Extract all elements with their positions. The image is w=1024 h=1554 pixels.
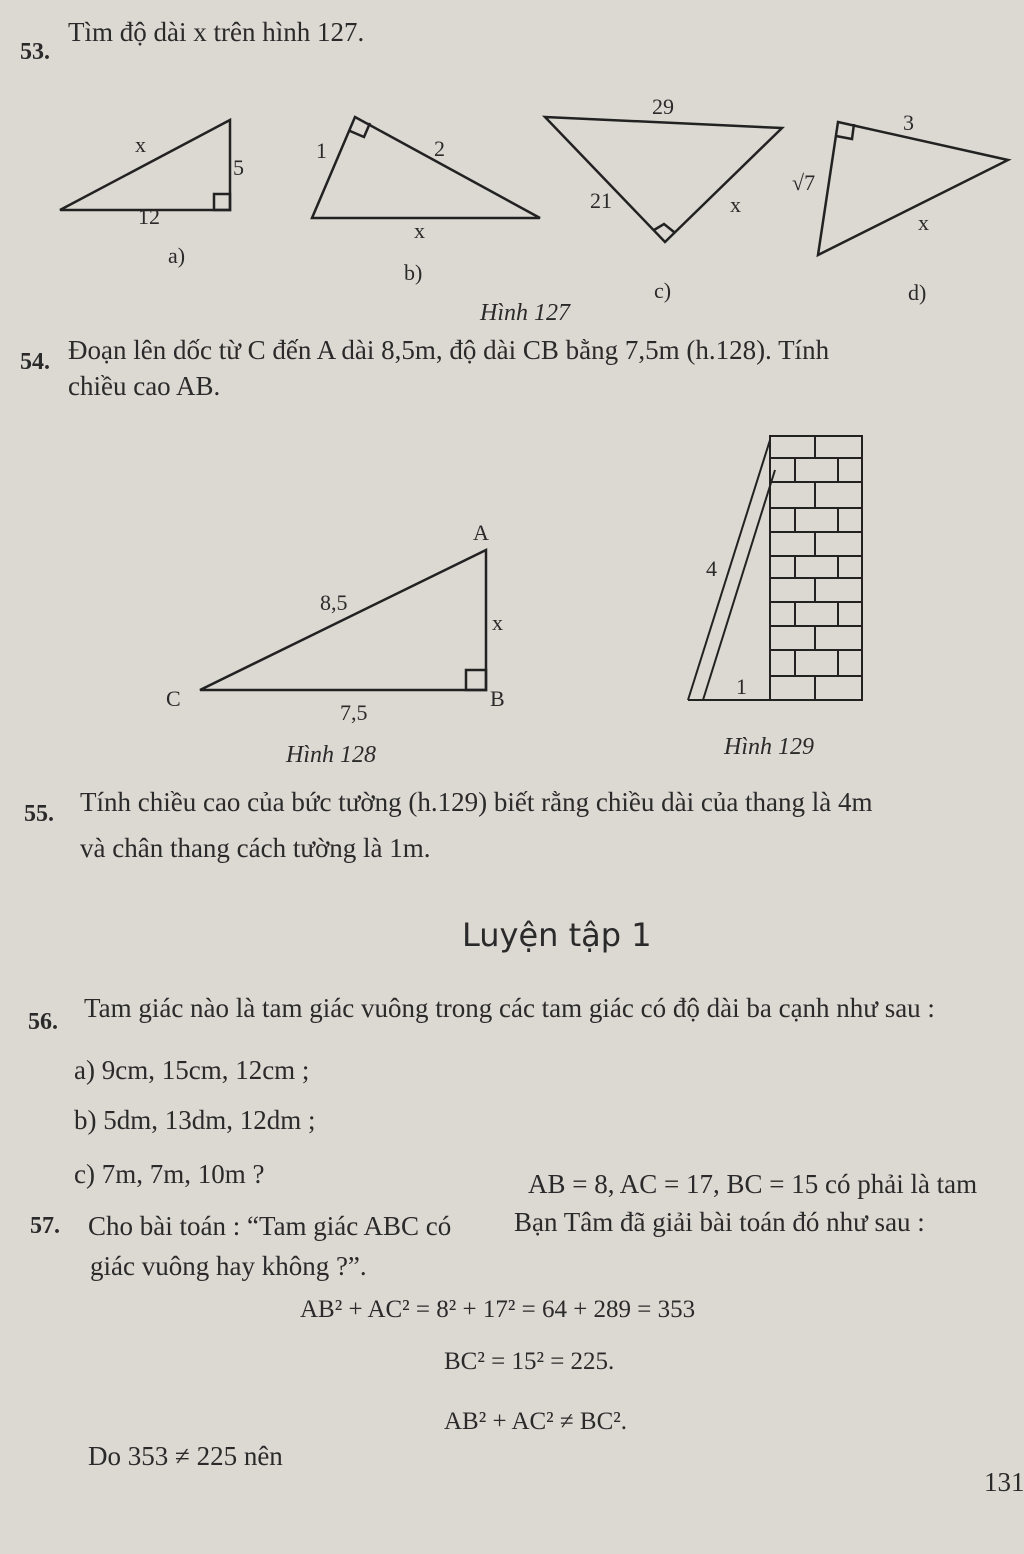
fig127a-hyp-label: x: [135, 132, 146, 157]
fig127a-sub-label: a): [168, 243, 186, 268]
figure-127d-triangle: [818, 122, 1008, 255]
fig127a-leg2-label: 12: [138, 204, 160, 229]
problem-56-option-c: c) 7m, 7m, 10m ?: [74, 1159, 265, 1189]
figure-129-caption: Hình 129: [724, 734, 814, 760]
problem-57-line1: Cho bài toán : “Tam giác ABC có: [88, 1211, 452, 1241]
problem-56-text: Tam giác nào là tam giác vuông trong các tam giác có độ dài ba cạnh như sau :: [84, 993, 935, 1023]
fig128-vertex-b: B: [490, 686, 505, 711]
fig127a-leg1-label: 5: [233, 155, 244, 180]
fig127c-right-label: x: [730, 192, 741, 217]
problem-54-line2: chiều cao AB.: [68, 371, 221, 401]
problem-57-line2: giác vuông hay không ?”.: [90, 1251, 367, 1281]
fig127d-hyp-label: x: [918, 210, 929, 235]
problem-54-line1: Đoạn lên dốc từ C đến A dài 8,5m, độ dài CB bằng 7,5m (h.128). Tính: [68, 335, 830, 365]
fig127c-sub-label: c): [654, 278, 672, 303]
section-title: Luyện tập 1: [462, 916, 652, 954]
fig127d-left-label: √7: [792, 170, 816, 195]
problem-53-number: 53.: [20, 39, 50, 65]
conclusion-text: Do 353 ≠ 225 nên: [88, 1441, 283, 1471]
fig128-vertex-a: A: [473, 520, 489, 545]
fig129-base-label: 1: [736, 674, 747, 699]
problem-55-line2: và chân thang cách tường là 1m.: [80, 833, 431, 863]
fig127c-top-label: 29: [652, 94, 674, 119]
equation-1: AB² + AC² = 8² + 17² = 64 + 289 = 353: [300, 1296, 696, 1323]
problem-55-line1: Tính chiều cao của bức tường (h.129) biết rằng chiều dài của thang là 4m: [80, 787, 873, 817]
figure-129-ladder: [688, 440, 775, 700]
fig127b-hyp-label: x: [414, 218, 425, 243]
fig127c-left-label: 21: [590, 188, 612, 213]
figure-128-caption: Hình 128: [286, 742, 376, 768]
fig128-ab-label: x: [492, 610, 503, 635]
fig127b-leg2-label: 2: [434, 136, 445, 161]
equation-3: AB² + AC² ≠ BC².: [444, 1408, 627, 1435]
equation-2: BC² = 15² = 225.: [444, 1348, 615, 1375]
problem-57-line1b: Bạn Tâm đã giải bài toán đó như sau :: [514, 1207, 925, 1237]
figure-129-wall: [770, 436, 862, 700]
fig127b-sub-label: b): [404, 260, 423, 285]
fig127b-leg1-label: 1: [316, 138, 327, 163]
fig128-vertex-c: C: [166, 686, 181, 711]
figure-128-triangle: [200, 550, 486, 690]
fig127d-top-label: 3: [903, 110, 914, 135]
fig127d-sub-label: d): [908, 280, 927, 305]
problem-57-line0: AB = 8, AC = 17, BC = 15 có phải là tam: [528, 1169, 978, 1199]
page-number: 131: [984, 1467, 1024, 1497]
problem-54-number: 54.: [20, 349, 50, 375]
problem-56-option-a: a) 9cm, 15cm, 12cm ;: [74, 1055, 310, 1085]
problem-55-number: 55.: [24, 801, 54, 827]
fig128-ca-label: 8,5: [320, 590, 348, 615]
problem-56-number: 56.: [28, 1009, 58, 1035]
figure-127-caption: Hình 127: [480, 300, 570, 326]
fig129-ladder-label: 4: [706, 556, 717, 581]
figure-127b-triangle: [312, 117, 540, 218]
problem-57-number: 57.: [30, 1213, 60, 1239]
problem-53-text: Tìm độ dài x trên hình 127.: [68, 17, 365, 47]
problem-56-option-b: b) 5dm, 13dm, 12dm ;: [74, 1105, 316, 1135]
fig128-cb-label: 7,5: [340, 700, 368, 725]
figure-127c-triangle: [545, 117, 782, 242]
